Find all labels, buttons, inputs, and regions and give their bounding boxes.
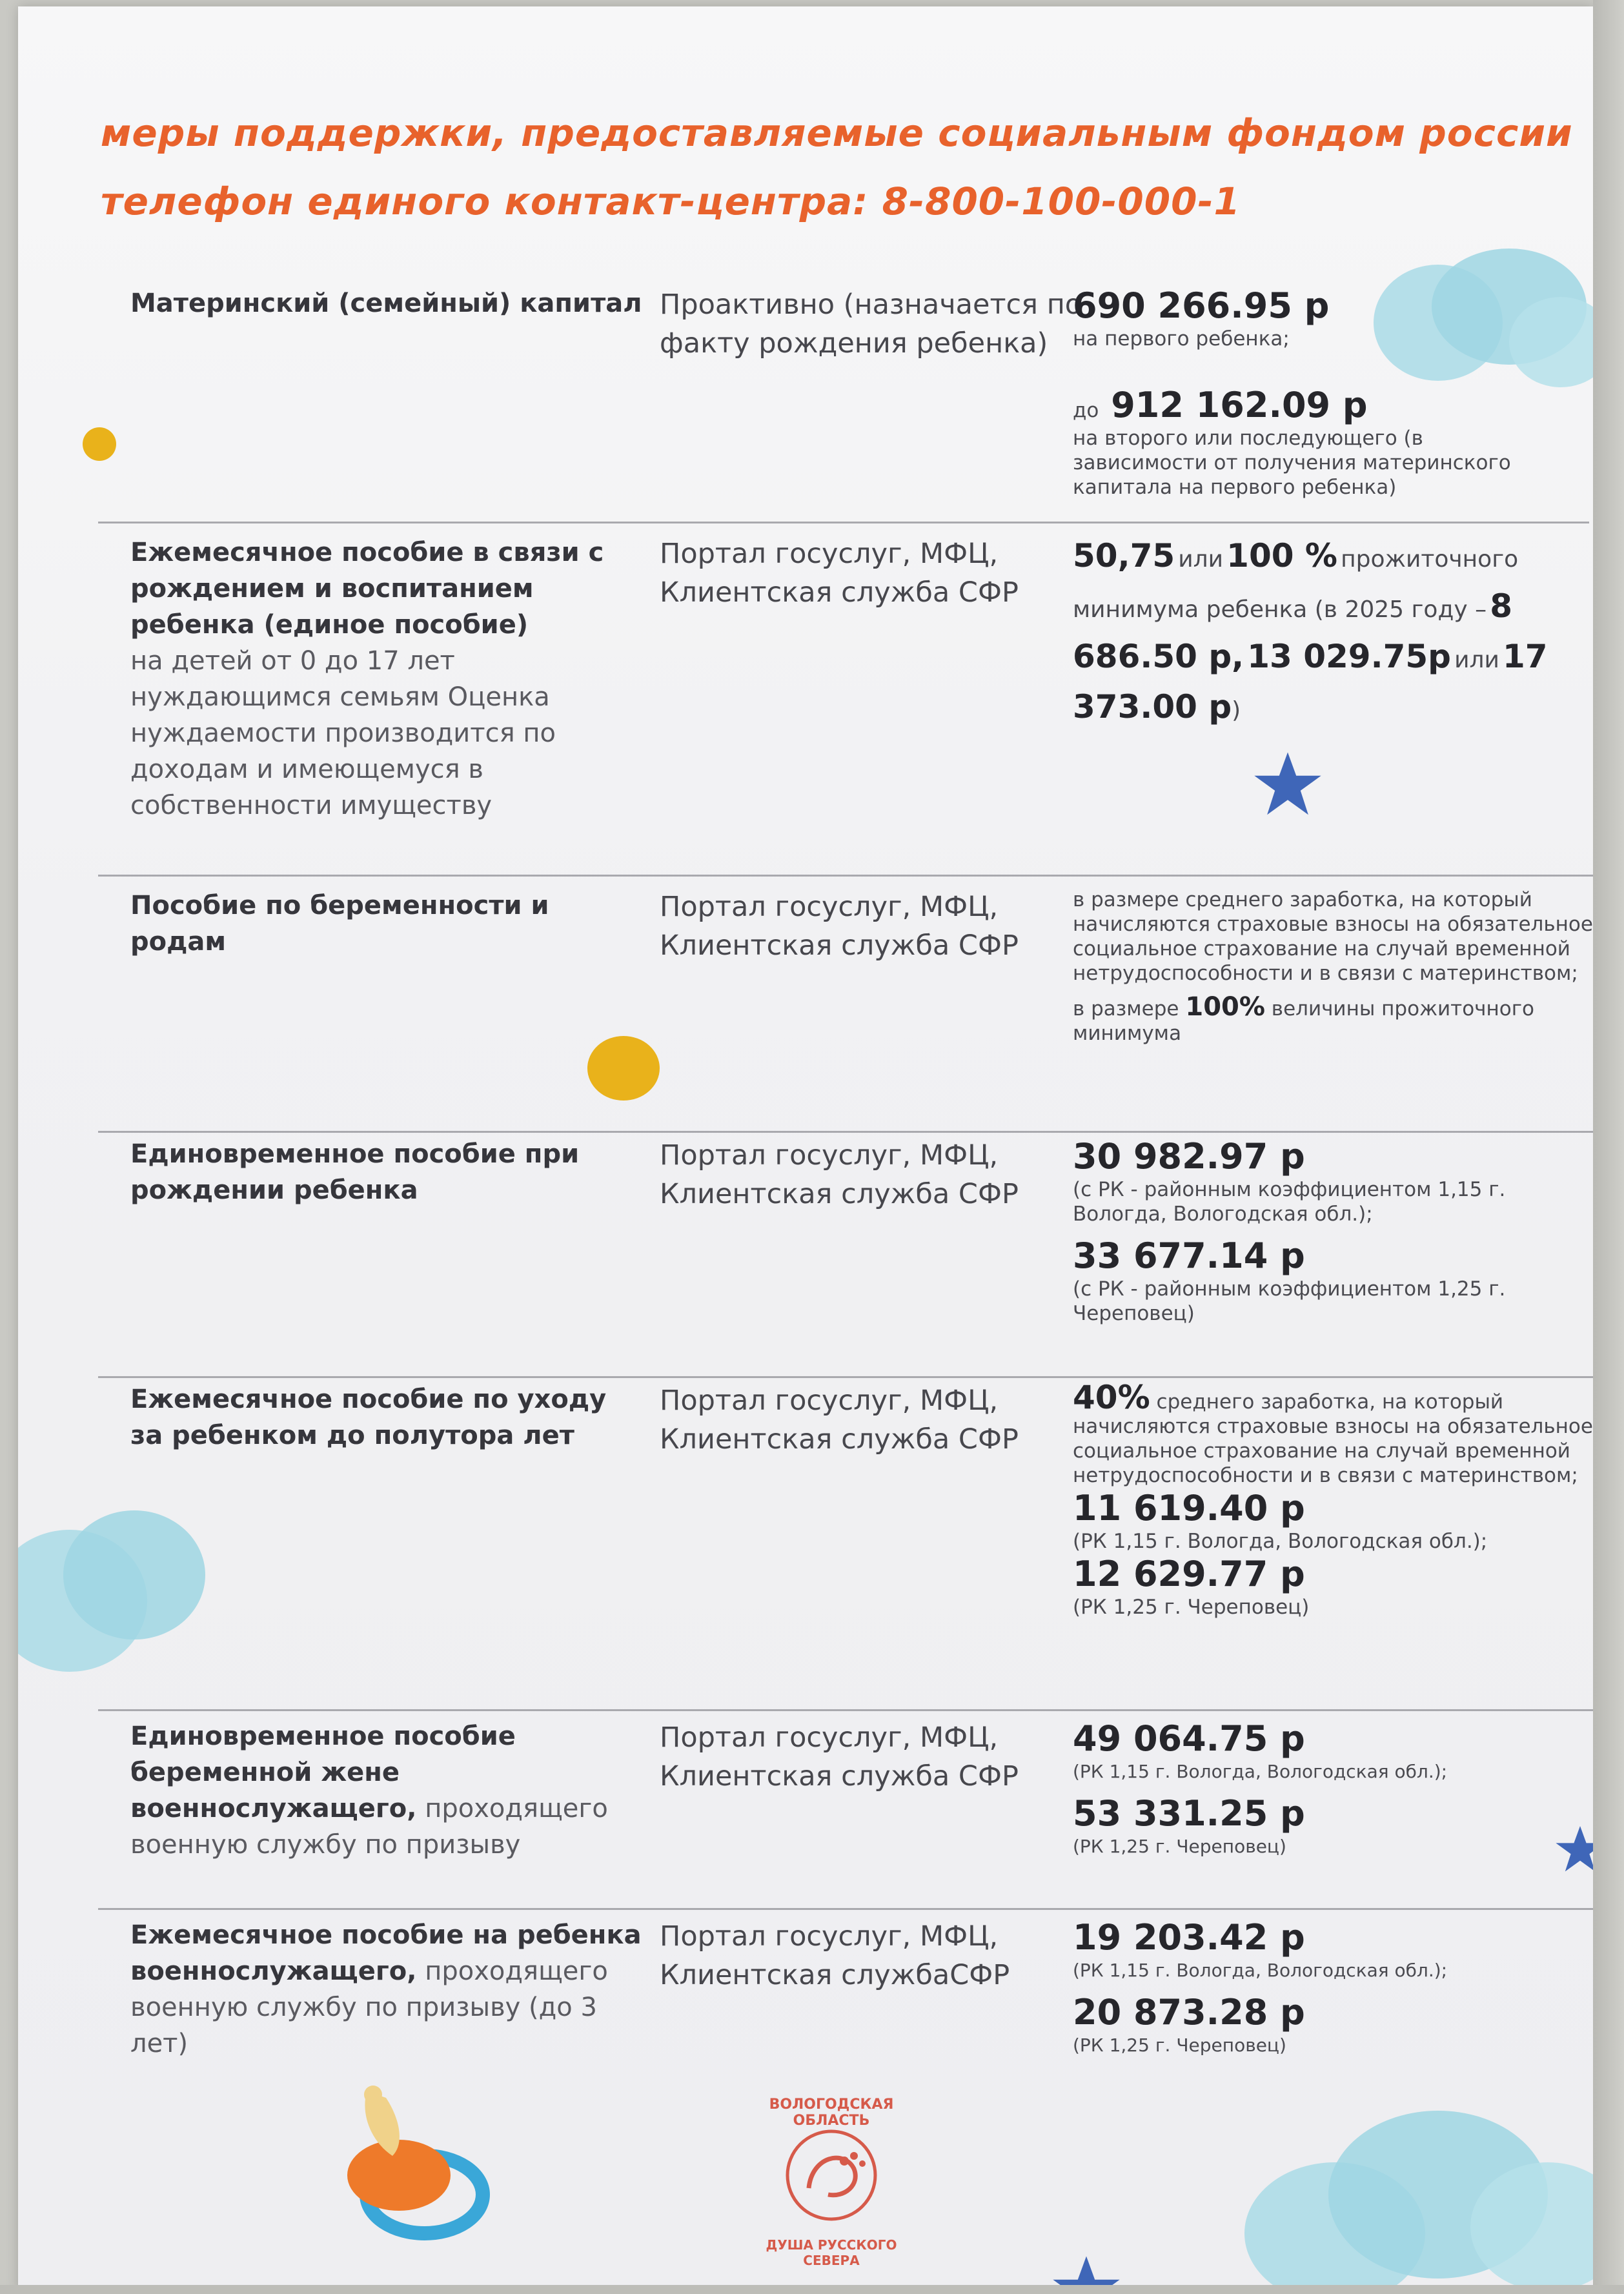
benefit-text: в размере (1073, 997, 1179, 1020)
row-divider (98, 1131, 1593, 1133)
cloud-decoration-bottom-right (1244, 2091, 1593, 2291)
benefit-text: величины прожиточного минимума (1073, 997, 1534, 1045)
benefit-amount-note: (с РК - районным коэффициентом 1,15 г. Вологда, Вологодская обл.); (1073, 1178, 1506, 1226)
benefit-row-maternity-capital (98, 285, 1593, 518)
benefit-description: на детей от 0 до 17 лет нуждающимся семьям Оценка нуждаемости производится по доходам и имеющемуся в собственности имуществу (130, 646, 556, 820)
benefit-amount-note: (РК 1,15 г. Вологда, Вологодская обл.); (1073, 1530, 1488, 1553)
benefit-amount-note: (РК 1,25 г. Череповец) (1073, 1596, 1310, 1619)
benefit-amount-note: на второго или последующего (в зависимости от получения материнского капитала на первого ребенка) (1073, 427, 1511, 499)
page-edge-bottom (0, 2285, 1624, 2294)
closing-paren: ) (1232, 697, 1241, 724)
row-divider (98, 522, 1589, 523)
benefit-text: прожиточного минимума ребенка (в 2025 году – (1073, 546, 1519, 623)
benefit-row-unified-allowance (98, 534, 1593, 870)
benefit-amount: 30 982.97 р (1073, 1136, 1305, 1177)
benefit-row-soldier-child (98, 1917, 1593, 2111)
benefit-description: проходящего военную службу по призыву (до 3 лет) (130, 1956, 608, 2058)
percent-value: 40% (1073, 1379, 1150, 1416)
region-logo (747, 2091, 915, 2268)
benefit-amount-note: (РК 1,15 г. Вологда, Вологодская обл.); (1073, 1960, 1448, 1981)
benefit-text: среднего заработка, на который начисляются страховые взносы на обязательное социальное страхование на случай временной нетрудоспособности и в связи с материнством; (1073, 1390, 1593, 1487)
page-edge-shadow (1593, 0, 1624, 2294)
benefit-row-soldier-wife (98, 1718, 1593, 1905)
benefit-amount-note: (с РК - районным коэффициентом 1,25 г. Череповец) (1073, 1277, 1506, 1325)
benefit-amount: 13 029.75р (1247, 638, 1451, 675)
benefit-amount: 33 677.14 р (1073, 1235, 1305, 1276)
benefit-amount-note: (РК 1,25 г. Череповец) (1073, 1836, 1286, 1857)
benefit-title: Ежемесячное пособие в связи с рождением и воспитанием ребенка (единое пособие) (130, 538, 604, 640)
benefit-channel: Портал госуслуг, МФЦ, Клиентская служба СФР (660, 538, 1019, 609)
benefit-channel: Портал госуслуг, МФЦ, Клиентская служба СФР (660, 1139, 1019, 1210)
benefit-amount: 19 203.42 р (1073, 1917, 1305, 1958)
benefit-amount: 11 619.40 р (1073, 1488, 1305, 1528)
benefit-description: проходящего военную службу по призыву (130, 1794, 608, 1860)
row-divider (98, 1908, 1593, 1910)
page-title: меры поддержки, предоставляемые социальным фондом россии (101, 111, 1573, 155)
benefit-amount-note: (РК 1,25 г. Череповец) (1073, 2035, 1286, 2056)
row-divider (98, 1709, 1593, 1711)
percent-value: 50,75 (1073, 537, 1175, 574)
brochure-page (18, 6, 1593, 2291)
row-divider (98, 1376, 1593, 1378)
benefit-channel: Портал госуслуг, МФЦ, Клиентская служба СФР (660, 1385, 1019, 1456)
amount-prefix: до (1073, 399, 1099, 422)
row-divider (98, 875, 1593, 877)
benefit-title: Материнский (семейный) капитал (130, 289, 642, 318)
benefit-title: Пособие по беременности и родам (130, 891, 549, 957)
or-text: или (1454, 647, 1499, 673)
logo-text-bottom: ДУША РУССКОГО СЕВЕРА (766, 2237, 897, 2268)
benefit-title: Единовременное пособие беременной жене военнослужащего, (130, 1721, 516, 1823)
benefit-title: Единовременное пособие при рождении ребенка (130, 1139, 580, 1205)
benefit-amount: 53 331.25 р (1073, 1793, 1305, 1834)
benefit-channel: Проактивно (назначается по факту рождения ребенка) (660, 289, 1082, 360)
percent-value: 100% (1185, 992, 1265, 1022)
benefit-amount: 12 629.77 р (1073, 1554, 1305, 1594)
benefit-amount: 8 686.50 р, (1073, 587, 1512, 675)
benefit-amount: 690 266.95 р (1073, 285, 1330, 326)
benefit-row-childcare-monthly (98, 1381, 1593, 1704)
benefit-title: Ежемесячное пособие на ребенка военнослужащего, (130, 1920, 642, 1986)
logo-text-top: ВОЛОГОДСКАЯ ОБЛАСТЬ (769, 2096, 894, 2129)
benefit-amount: 17 373.00 р (1073, 638, 1548, 726)
benefit-text: в размере среднего заработка, на который начисляются страховые взносы на обязательное социальное страхование на случай временной нетрудоспособности и в связи с материнством; (1073, 888, 1593, 985)
benefit-channel: Портал госуслуг, МФЦ, Клиентская служба СФР (660, 1721, 1019, 1792)
benefit-amount-note: (РК 1,15 г. Вологда, Вологодская обл.); (1073, 1761, 1448, 1782)
benefit-title: Ежемесячное пособие по уходу за ребенком до полутора лет (130, 1385, 607, 1450)
benefit-amount-note: на первого ребенка; (1073, 327, 1290, 350)
benefit-channel: Портал госуслуг, МФЦ, Клиентская служба СФР (660, 891, 1019, 962)
or-text: или (1178, 546, 1224, 573)
contact-phone-heading: телефон единого контакт-центра: 8-800-100-000-1 (101, 179, 1241, 223)
benefit-channel: Портал госуслуг, МФЦ, Клиентская службаСФР (660, 1920, 1010, 1991)
benefit-row-birth-lump-sum (98, 1136, 1593, 1375)
percent-value: 100 % (1226, 537, 1338, 574)
benefit-row-pregnancy (98, 888, 1593, 1126)
benefit-amount: 912 162.09 р (1111, 385, 1368, 425)
benefit-amount: 20 873.28 р (1073, 1992, 1305, 2033)
benefit-amount: 49 064.75 р (1073, 1718, 1305, 1759)
